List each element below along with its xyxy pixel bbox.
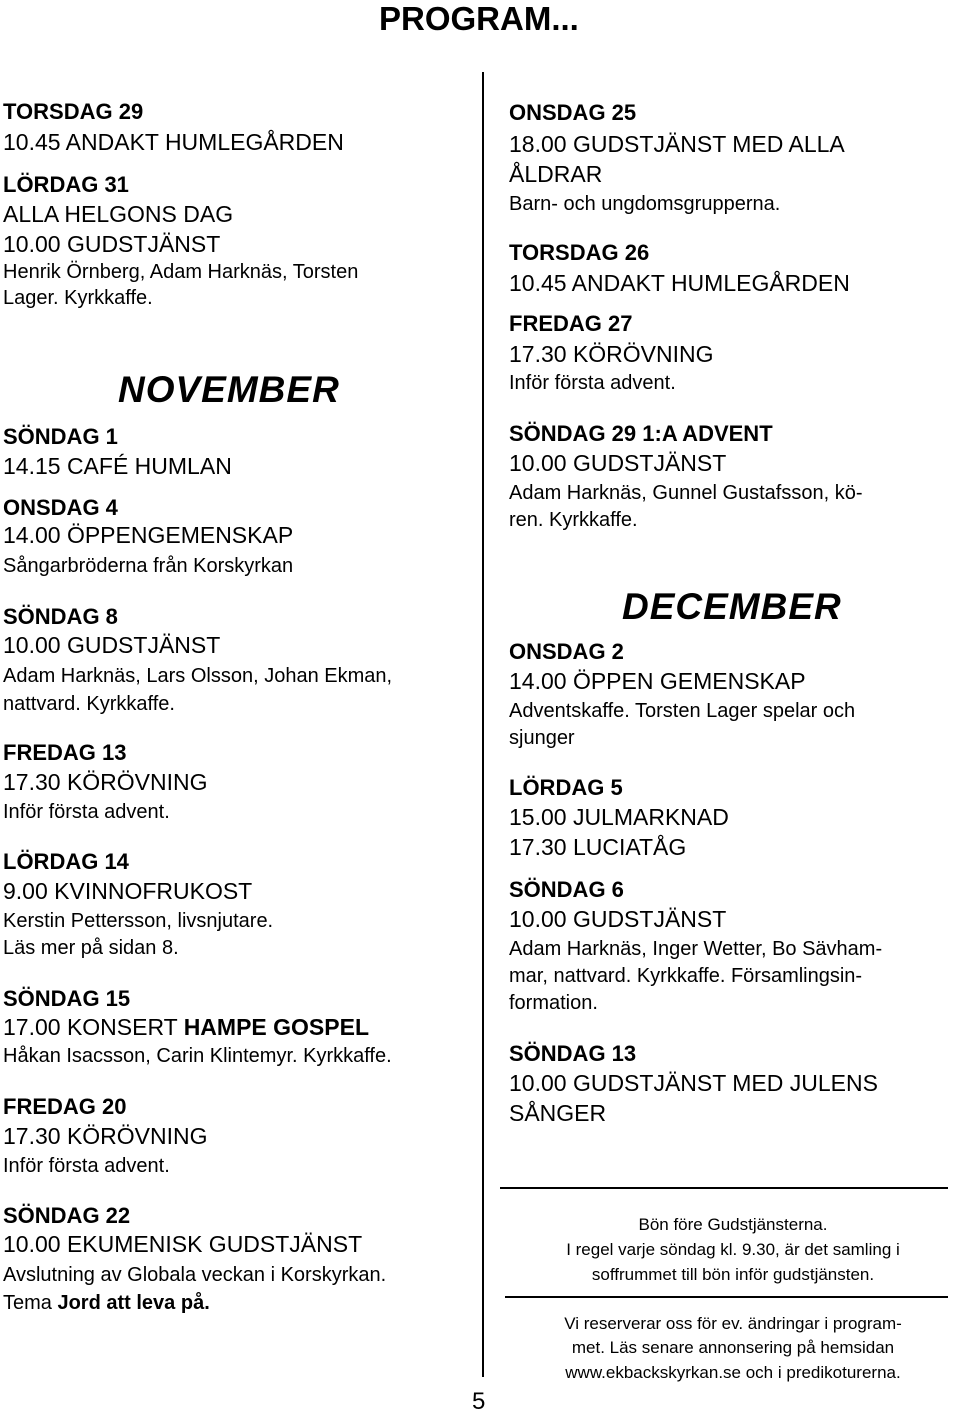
event-desc: Inför första advent.	[3, 1155, 170, 1177]
event-title: 17.30 KÖRÖVNING	[3, 1123, 208, 1149]
event-desc-highlight: Jord att leva på.	[57, 1292, 210, 1314]
event-desc: Adam Harknäs, Gunnel Gustafsson, kö-	[509, 482, 863, 504]
divider-line	[500, 1187, 948, 1189]
day-heading: SÖNDAG 1	[3, 424, 118, 449]
column-divider	[482, 72, 484, 1377]
day-heading: SÖNDAG 15	[3, 986, 131, 1011]
event-desc: mar, nattvard. Kyrkkaffe. Församlingsin-	[509, 965, 863, 987]
day-heading: FREDAG 13	[3, 740, 127, 765]
prayer-text: I regel varje söndag kl. 9.30, är det samling i	[566, 1240, 900, 1259]
day-heading: FREDAG 20	[3, 1094, 127, 1119]
event-desc: Adam Harknäs, Lars Olsson, Johan Ekman,	[3, 665, 393, 687]
day-heading: ONSDAG 4	[3, 495, 118, 520]
event-desc-part: Tema	[3, 1292, 58, 1314]
event-title: 14.15 CAFÉ HUMLAN	[3, 453, 232, 479]
event-title: 10.00 EKUMENISK GUDSTJÄNST	[3, 1231, 363, 1257]
page-number: 5	[472, 1388, 486, 1415]
event-desc: Inför första advent.	[3, 801, 170, 823]
day-heading: SÖNDAG 13	[509, 1041, 637, 1066]
event-desc: Lager. Kyrkkaffe.	[3, 287, 153, 309]
event-subtitle: ALLA HELGONS DAG	[3, 201, 234, 227]
event-title-highlight: HAMPE GOSPEL	[183, 1014, 369, 1040]
event-title: 10.45 ANDAKT HUMLEGÅRDEN	[509, 270, 850, 296]
day-heading: LÖRDAG 14	[3, 849, 129, 874]
day-heading: SÖNDAG 22	[3, 1203, 131, 1228]
event-desc: Avslutning av Globala veckan i Korskyrkan.	[3, 1264, 387, 1286]
event-desc: formation.	[509, 992, 598, 1014]
event-title: 10.00 GUDSTJÄNST	[509, 906, 727, 932]
event-desc: Barn- och ungdomsgrupperna.	[509, 193, 781, 215]
page-title: PROGRAM...	[379, 0, 579, 37]
event-title: 9.00 KVINNOFRUKOST	[3, 878, 253, 904]
notice-text: met. Läs senare annonsering på hemsidan	[571, 1338, 895, 1357]
month-heading-december: DECEMBER	[622, 586, 842, 627]
event-title: SÅNGER	[509, 1100, 607, 1126]
day-heading: TORSDAG 29	[3, 99, 144, 124]
event-title: 17.30 KÖRÖVNING	[509, 341, 714, 367]
event-title: 10.00 GUDSTJÄNST	[3, 632, 221, 658]
month-heading-november: NOVEMBER	[118, 369, 340, 410]
event-title: 10.00 GUDSTJÄNST MED JULENS	[509, 1070, 878, 1096]
event-desc: Läs mer på sidan 8.	[3, 937, 179, 959]
event-desc: Inför första advent.	[509, 372, 676, 394]
day-heading: FREDAG 27	[509, 311, 633, 336]
event-desc: Adam Harknäs, Inger Wetter, Bo Sävham-	[509, 938, 883, 960]
event-title-part: 17.00 KONSERT	[3, 1014, 184, 1040]
event-title: 14.00 ÖPPENGEMENSKAP	[3, 522, 294, 548]
event-title: 15.00 JULMARKNAD	[509, 804, 729, 830]
event-desc: Henrik Örnberg, Adam Harknäs, Torsten	[3, 261, 359, 283]
day-heading: LÖRDAG 5	[509, 775, 623, 800]
day-heading: TORSDAG 26	[509, 240, 650, 265]
prayer-text: soffrummet till bön inför gudstjänsten.	[591, 1265, 875, 1284]
day-heading: SÖNDAG 8	[3, 604, 118, 629]
day-heading: ONSDAG 2	[509, 639, 624, 664]
event-title: 17.30 LUCIATÅG	[509, 834, 687, 860]
event-desc: Kerstin Pettersson, livsnjutare.	[3, 910, 274, 932]
event-desc: Sångarbröderna från Korskyrkan	[3, 555, 294, 577]
event-title: 10.00 GUDSTJÄNST	[509, 450, 727, 476]
event-title: 10.00 GUDSTJÄNST	[3, 231, 221, 257]
notice-text: Vi reserverar oss för ev. ändringar i program-	[564, 1314, 902, 1333]
event-title: 14.00 ÖPPEN GEMENSKAP	[509, 668, 806, 694]
day-heading: ONSDAG 25	[509, 100, 637, 125]
day-heading: SÖNDAG 6	[509, 877, 624, 902]
notice-text: www.ekbackskyrkan.se och i predikoturerna.	[565, 1363, 901, 1382]
event-desc: ren. Kyrkkaffe.	[509, 509, 638, 531]
day-heading: LÖRDAG 31	[3, 172, 129, 197]
event-title: 10.45 ANDAKT HUMLEGÅRDEN	[3, 129, 344, 155]
event-desc	[3, 1293, 210, 1313]
event-desc: nattvard. Kyrkkaffe.	[3, 693, 175, 715]
event-title: ÅLDRAR	[509, 161, 603, 187]
event-desc: sjunger	[509, 727, 575, 749]
event-title: 17.30 KÖRÖVNING	[3, 769, 208, 795]
divider-line	[505, 1296, 948, 1298]
event-title	[3, 1016, 369, 1039]
day-heading: SÖNDAG 29 1:A ADVENT	[509, 421, 773, 446]
event-desc: Håkan Isacsson, Carin Klintemyr. Kyrkkaffe.	[3, 1045, 392, 1067]
prayer-title: Bön före Gudstjänsterna.	[638, 1215, 828, 1234]
event-title: 18.00 GUDSTJÄNST MED ALLA	[509, 131, 845, 157]
event-desc: Adventskaffe. Torsten Lager spelar och	[509, 700, 856, 722]
